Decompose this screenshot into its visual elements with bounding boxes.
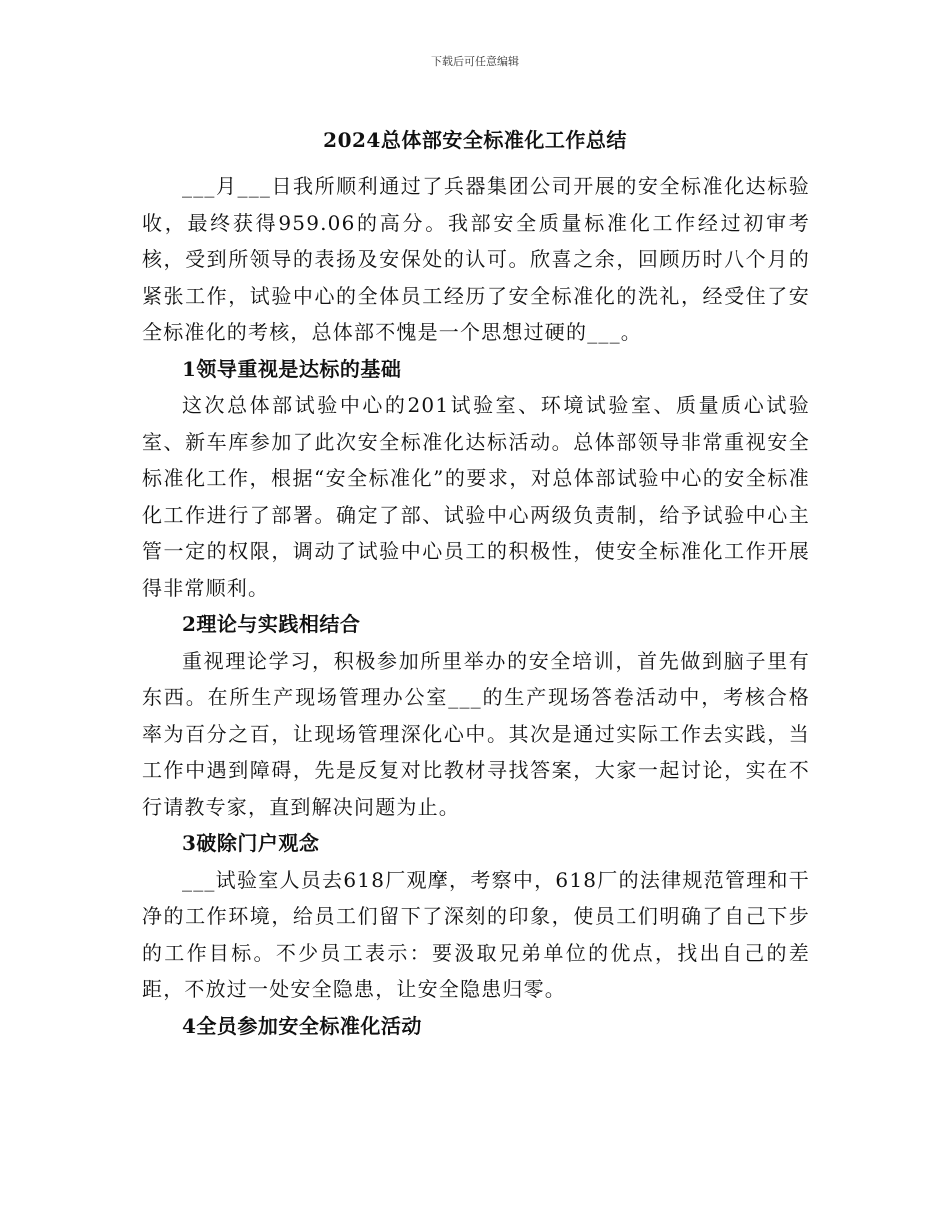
document-title: 2024总体部安全标准化工作总结 [323,128,627,152]
intro-paragraph: ___月___日我所顺利通过了兵器集团公司开展的安全标准化达标验收，最终获得959.06的高分。我部安全质量标准化工作经过初审考核，受到所领导的表扬及安保处的认可。欣喜之余，回顾历时八个月的紧张工作，试验中心的全体员工经历了安全标准化的洗礼，经受住了安全标准化的考核，总体部不愧是一个思想过硬的___。 [142,174,810,344]
section-heading-1: 1领导重视是达标的基础 [182,356,402,381]
section-heading-3: 3破除门户观念 [182,831,320,855]
section-heading-4: 4全员参加安全标准化活动 [182,1013,422,1038]
section-heading-2: 2理论与实践相结合 [182,612,361,636]
section-body-2: 重视理论学习，积极参加所里举办的安全培训，首先做到脑子里有东西。在所生产现场管理办公室___的生产现场答卷活动中，考核合格率为百分之百，让现场管理深化心中。其次是通过实际工作去实践，当工作中遇到障碍，先是反复对比教材寻找答案，大家一起讨论，实在不行请教专家，直到解决问题为止。 [142,648,810,819]
section-body-3: ___试验室人员去618厂观摩，考察中，618厂的法律规范管理和干净的工作环境，给员工们留下了深刻的印象，使员工们明确了自己下步的工作目标。不少员工表示：要汲取兄弟单位的优点，找出自己的差距，不放过一处安全隐患，让安全隐患归零。 [142,867,810,1001]
header-note: 下载后可任意编辑 [431,55,519,68]
document-body [142,168,810,1044]
section-body-1: 这次总体部试验中心的201试验室、环境试验室、质量质心试验室、新车库参加了此次安全标准化达标活动。总体部领导非常重视安全标准化工作，根据“安全标准化”的要求，对总体部试验中心的安全标准化工作进行了部署。确定了部、试验中心两级负责制，给予试验中心主管一定的权限，调动了试验中心员工的积极性，使安全标准化工作开展得非常顺利。 [142,393,810,600]
